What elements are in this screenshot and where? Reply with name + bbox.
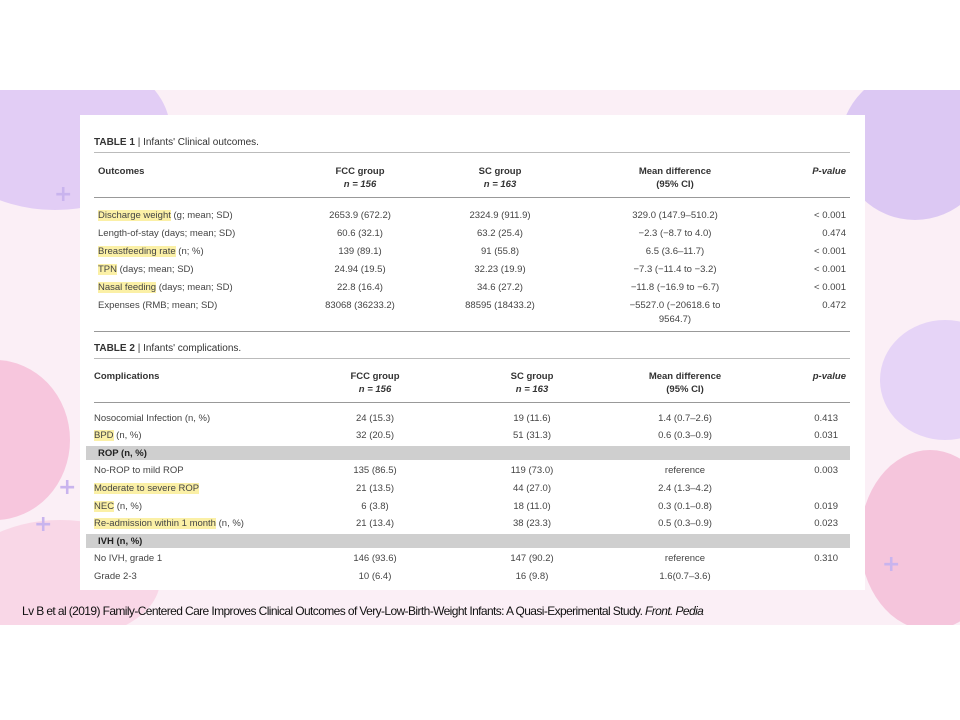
sc-value: 44 (27.0) xyxy=(512,483,552,494)
p-value: 0.019 xyxy=(814,501,838,512)
table2-header-sc: SC group xyxy=(510,371,554,382)
slide-background xyxy=(0,90,960,625)
table1-header-outcomes: Outcomes xyxy=(98,166,145,177)
table1-bottom-rule xyxy=(94,331,850,332)
table1-header-fcc-n: n = 156 xyxy=(343,179,377,190)
p-value: 0.310 xyxy=(814,553,838,564)
table2-header-diff-ci: (95% CI) xyxy=(666,384,704,395)
plus-decoration-icon: + xyxy=(34,512,53,537)
row-label: (days; mean; SD) xyxy=(117,264,194,275)
citation-caption xyxy=(22,604,960,618)
table1-header-rule xyxy=(94,197,850,198)
row-label: (n, %) xyxy=(114,501,143,512)
highlighted-label: BPD xyxy=(94,430,114,441)
table2-header-pvalue: p-value xyxy=(812,371,846,382)
row-label: (n; %) xyxy=(175,246,204,257)
fcc-value: 22.8 (16.4) xyxy=(337,282,383,293)
fcc-value: 24 (15.3) xyxy=(355,413,395,424)
fcc-value: 83068 (36233.2) xyxy=(325,300,395,311)
sc-value: 32.23 (19.9) xyxy=(474,264,526,275)
p-value: < 0.001 xyxy=(814,264,846,275)
rop-section-band xyxy=(86,446,850,460)
fcc-value: 24.94 (19.5) xyxy=(334,264,386,275)
diff-value: 0.3 (0.1–0.8) xyxy=(658,501,712,512)
ivh-section-band xyxy=(86,534,850,548)
row-label: (g; mean; SD) xyxy=(170,210,233,221)
table1-header-fcc: FCC group xyxy=(335,166,385,177)
fcc-value: 60.6 (32.1) xyxy=(337,228,383,239)
plus-decoration-icon: + xyxy=(882,552,901,577)
row-label: Length-of-stay (days; mean; SD) xyxy=(98,228,236,239)
tables-card xyxy=(80,115,865,590)
decorative-blob xyxy=(880,320,960,440)
diff-value: 329.0 (147.9–510.2) xyxy=(632,210,718,221)
table1-header-diff-ci: (95% CI) xyxy=(656,179,694,190)
diff-value: −7.3 (−11.4 to −3.2) xyxy=(633,264,717,275)
diff-value: reference xyxy=(664,553,706,564)
diff-value: −5527.0 (−20618.6 to xyxy=(629,300,721,311)
table1-header-sc-n: n = 163 xyxy=(483,179,517,190)
table2-header-diff: Mean difference xyxy=(648,371,722,382)
fcc-value: 21 (13.4) xyxy=(355,518,395,529)
sc-value: 19 (11.6) xyxy=(513,413,551,424)
sc-value: 16 (9.8) xyxy=(515,571,549,582)
row-label: (n, %) xyxy=(113,430,142,441)
table2-header-fcc-n: n = 156 xyxy=(358,384,392,395)
table1-title: TABLE 1 | Infants' Clinical outcomes. xyxy=(94,137,259,148)
fcc-value: 32 (20.5) xyxy=(355,430,395,441)
highlighted-label: NEC xyxy=(94,501,115,512)
highlighted-label: Nasal feeding xyxy=(98,282,157,293)
diff-value: 2.4 (1.3–4.2) xyxy=(658,483,712,494)
table1-top-rule xyxy=(94,152,850,153)
row-label: Nosocomial Infection (n, %) xyxy=(94,413,211,424)
table1-header-pvalue: P-value xyxy=(812,166,846,177)
sc-value: 147 (90.2) xyxy=(510,553,554,564)
decorative-blob xyxy=(860,450,960,625)
diff-value: 1.4 (0.7–2.6) xyxy=(658,413,712,424)
p-value: 0.023 xyxy=(814,518,838,529)
sc-value: 51 (31.3) xyxy=(512,430,552,441)
table2-title: TABLE 2 | Infants' complications. xyxy=(94,343,242,354)
fcc-value: 146 (93.6) xyxy=(353,553,397,564)
p-value: 0.413 xyxy=(814,413,838,424)
sc-value: 119 (73.0) xyxy=(510,465,554,476)
table2-header-complications: Complications xyxy=(94,371,160,382)
rop-section-label: ROP (n, %) xyxy=(98,448,147,459)
fcc-value: 139 (89.1) xyxy=(338,246,382,257)
sc-value: 34.6 (27.2) xyxy=(477,282,523,293)
row-label: Grade 2-3 xyxy=(94,571,137,582)
diff-value-continued: 9564.7) xyxy=(658,314,692,325)
table1-header-sc: SC group xyxy=(478,166,522,177)
row-label: (n, %) xyxy=(215,518,244,529)
table2-top-rule xyxy=(94,358,850,359)
p-value: 0.003 xyxy=(814,465,838,476)
p-value: 0.474 xyxy=(822,228,846,239)
sc-value: 91 (55.8) xyxy=(480,246,520,257)
highlighted-label: Discharge weight xyxy=(98,210,171,221)
table2-header-rule xyxy=(94,402,850,403)
table2-header-sc-n: n = 163 xyxy=(515,384,549,395)
p-value: 0.472 xyxy=(822,300,846,311)
sc-value: 38 (23.3) xyxy=(512,518,552,529)
citation-journal: Front. Pedia xyxy=(645,604,704,618)
highlighted-label: TPN xyxy=(98,264,117,275)
plus-decoration-icon: + xyxy=(58,475,77,500)
diff-value: reference xyxy=(664,465,706,476)
fcc-value: 6 (3.8) xyxy=(361,501,389,512)
p-value: < 0.001 xyxy=(814,210,846,221)
highlighted-label: Breastfeeding rate xyxy=(98,246,176,257)
sc-value: 88595 (18433.2) xyxy=(465,300,535,311)
diff-value: −2.3 (−8.7 to 4.0) xyxy=(638,228,712,239)
highlighted-label: Moderate to severe ROP xyxy=(94,483,200,494)
fcc-value: 2653.9 (672.2) xyxy=(329,210,391,221)
row-label: Expenses (RMB; mean; SD) xyxy=(98,300,218,311)
diff-value: 6.5 (3.6–11.7) xyxy=(645,246,705,257)
row-label: No IVH, grade 1 xyxy=(94,553,163,564)
diff-value: −11.8 (−16.9 to −6.7) xyxy=(630,282,720,293)
diff-value: 1.6(0.7–3.6) xyxy=(659,571,711,582)
highlighted-label: Re-admission within 1 month xyxy=(94,518,216,529)
fcc-value: 21 (13.5) xyxy=(355,483,395,494)
p-value: < 0.001 xyxy=(814,246,846,257)
row-label: (days; mean; SD) xyxy=(156,282,233,293)
p-value: < 0.001 xyxy=(814,282,846,293)
diff-value: 0.6 (0.3–0.9) xyxy=(658,430,712,441)
table2-header-fcc: FCC group xyxy=(350,371,400,382)
plus-decoration-icon: + xyxy=(54,182,73,207)
table1-header-diff: Mean difference xyxy=(638,166,712,177)
citation-text: Lv B et al (2019) Family-Centered Care Improves Clinical Outcomes of Very-Low-Birth-Weight Infants: A Quasi-Experimental Study. xyxy=(22,604,646,618)
row-label: No-ROP to mild ROP xyxy=(94,465,184,476)
sc-value: 63.2 (25.4) xyxy=(477,228,523,239)
sc-value: 18 (11.0) xyxy=(513,501,551,512)
ivh-section-label: IVH (n, %) xyxy=(98,536,143,547)
diff-value: 0.5 (0.3–0.9) xyxy=(658,518,712,529)
sc-value: 2324.9 (911.9) xyxy=(469,210,531,221)
fcc-value: 10 (6.4) xyxy=(358,571,392,582)
p-value: 0.031 xyxy=(814,430,838,441)
fcc-value: 135 (86.5) xyxy=(353,465,397,476)
